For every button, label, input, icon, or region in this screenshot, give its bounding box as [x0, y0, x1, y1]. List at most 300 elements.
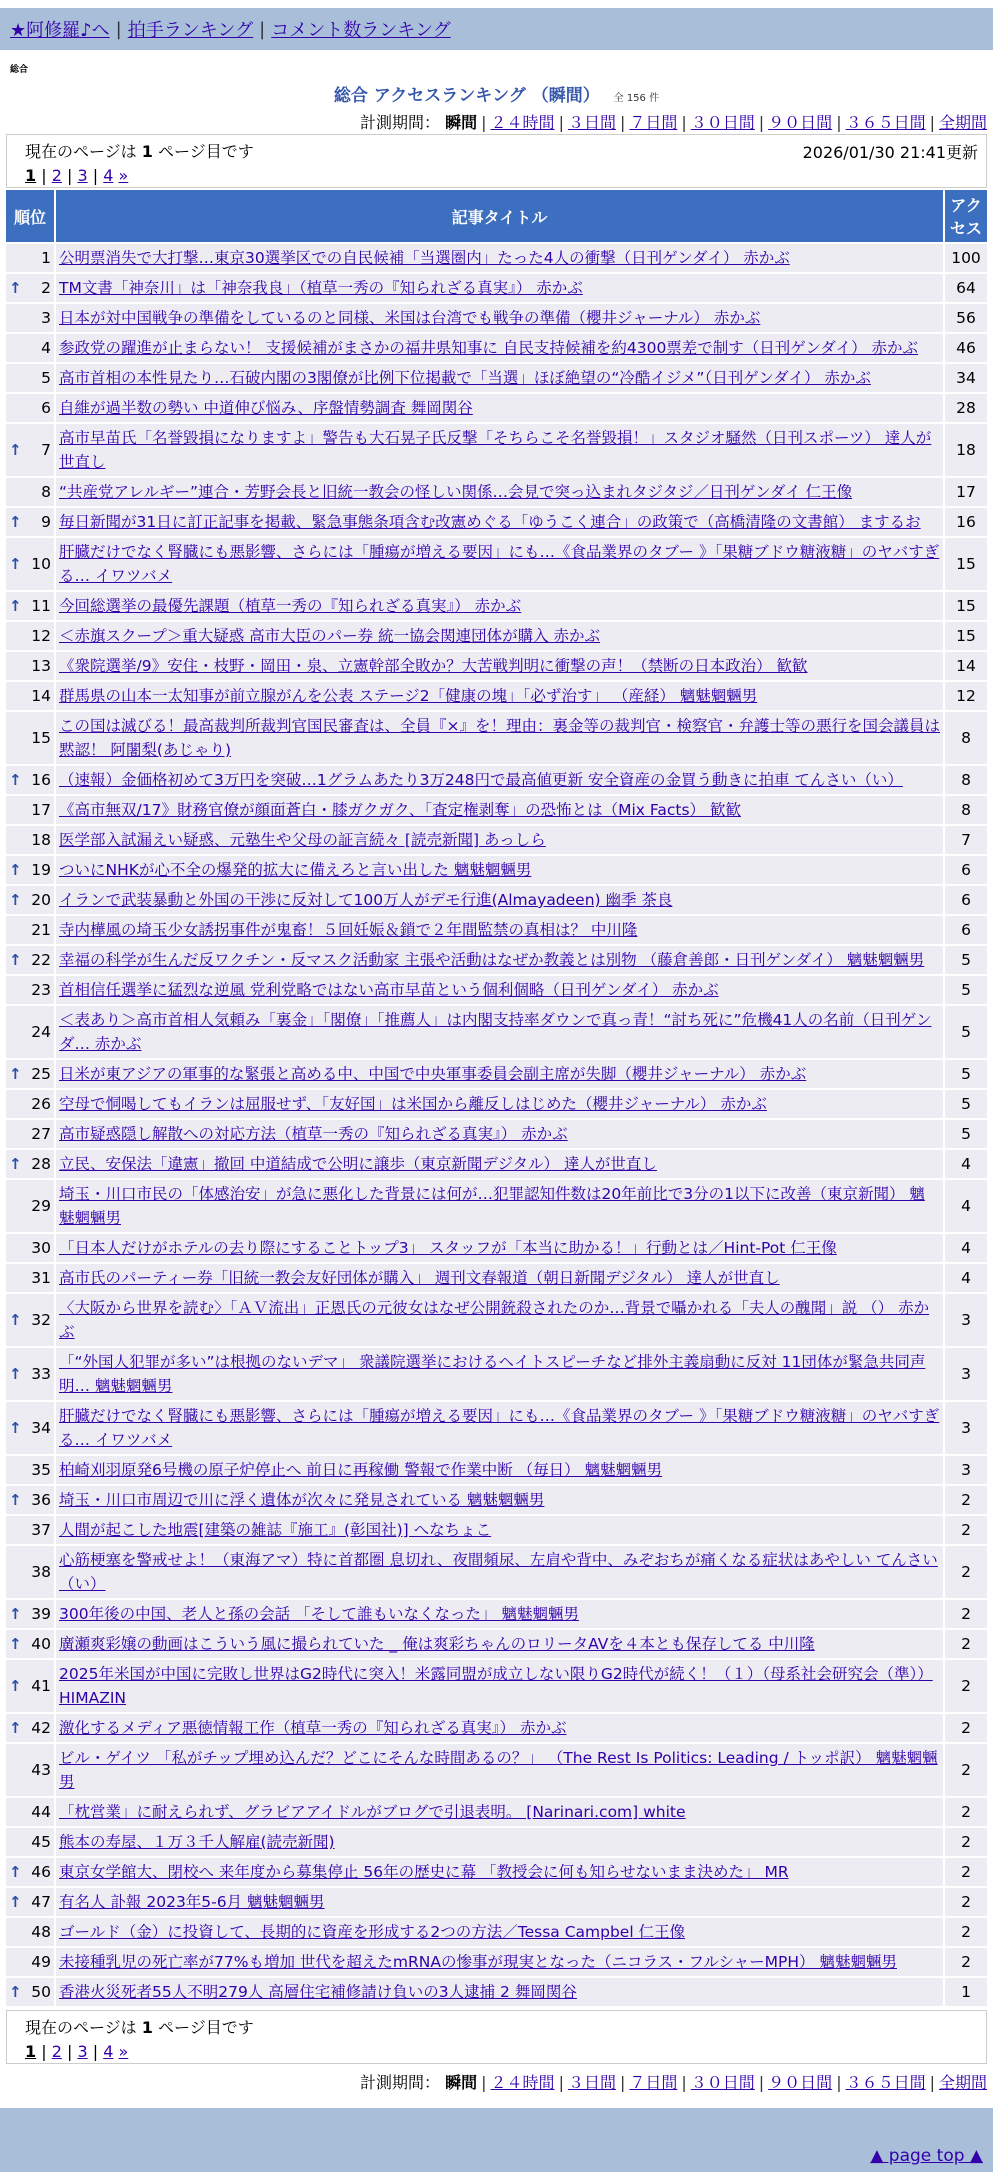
current-page-number: 1	[141, 142, 153, 161]
title-cell	[56, 244, 943, 272]
rank-cell	[6, 916, 54, 944]
title-cell	[56, 976, 943, 1004]
rank-cell	[6, 796, 54, 824]
period-link[interactable]: ３日間	[567, 2073, 616, 2092]
period-separator: |	[758, 2073, 765, 2092]
table-row	[6, 1090, 987, 1118]
article-link[interactable]: 人間が起こした地震[建築の雑誌『施工』(彰国社)] へなちょこ	[59, 1521, 492, 1539]
rank-up-arrow-icon: ↑	[9, 441, 22, 459]
period-link[interactable]: ３０日間	[690, 113, 755, 132]
rank-cell	[6, 394, 54, 422]
access-count: 4	[945, 1180, 987, 1232]
access-header: アクセス	[945, 190, 987, 242]
current-page-suffix: ページ目です	[158, 142, 254, 161]
table-row	[6, 1516, 987, 1544]
access-count: 17	[945, 478, 987, 506]
page-links	[25, 166, 976, 185]
rank-cell	[6, 424, 54, 476]
title-cell	[56, 592, 943, 620]
title-cell	[56, 1402, 943, 1454]
period-separator: |	[681, 113, 687, 132]
article-link[interactable]: 有名人 訃報 2023年5-6月 魑魅魍魎男	[59, 1893, 325, 1911]
rank-cell	[6, 1234, 54, 1262]
article-link[interactable]: 高市氏のパーティー券「旧統一教会友好団体が購入」 週刊文春報道（朝日新聞デジタル） 達人が世直し	[59, 1269, 780, 1287]
period-link[interactable]: ２４時間	[490, 113, 555, 132]
period-separator: |	[758, 113, 765, 132]
rank-cell	[6, 712, 54, 764]
access-count: 2	[945, 1486, 987, 1514]
title-cell	[56, 424, 943, 476]
access-count: 6	[945, 886, 987, 914]
rank-cell	[6, 364, 54, 392]
rank-number: 3	[41, 309, 51, 327]
article-link[interactable]: 首相信任選挙に猛烈な逆風 党利党略ではない高市早苗という個利個略（日刊ゲンダイ） 赤かぶ	[59, 981, 719, 999]
home-link[interactable]: ★阿修羅♪へ	[10, 20, 110, 41]
rank-number: 32	[31, 1311, 51, 1329]
table-row	[6, 652, 987, 680]
title-cell	[56, 1858, 943, 1886]
rank-number: 37	[31, 1521, 51, 1539]
title-cell	[56, 1234, 943, 1262]
table-row	[6, 1600, 987, 1628]
rank-cell	[6, 508, 54, 536]
rank-number: 49	[31, 1953, 51, 1971]
rank-number: 4	[41, 339, 51, 357]
article-link[interactable]: ついにNHKが心不全の爆発的拡大に備えろと言い出した 魑魅魍魎男	[59, 861, 532, 879]
rank-up-arrow-icon: ↑	[9, 555, 22, 573]
access-count: 18	[945, 424, 987, 476]
access-count: 8	[945, 766, 987, 794]
rank-up-arrow-icon: ↑	[9, 1677, 22, 1695]
current-page-number: 1	[141, 2018, 153, 2037]
period-link[interactable]: ３６５日間	[845, 2073, 926, 2092]
title-cell	[56, 1294, 943, 1346]
article-link[interactable]: 心筋梗塞を警戒せよ！（東海アマ）特に首都圏 息切れ、夜間頻尿、左肩や背中、みぞおちが痛くなる症状はあやしい てんさい（い）	[59, 1551, 938, 1593]
rank-number: 42	[31, 1719, 51, 1737]
access-count: 15	[945, 538, 987, 590]
rank-cell	[6, 826, 54, 854]
period-link[interactable]: ７日間	[629, 2073, 678, 2092]
period-selector-bottom	[0, 2070, 993, 2094]
rank-number: 2	[41, 279, 51, 297]
access-count: 34	[945, 364, 987, 392]
table-row	[6, 1348, 987, 1400]
title-cell	[56, 364, 943, 392]
rank-cell	[6, 304, 54, 332]
table-row	[6, 1660, 987, 1712]
rank-cell	[6, 274, 54, 302]
access-count: 3	[945, 1348, 987, 1400]
rank-up-arrow-icon: ↑	[9, 771, 22, 789]
article-link[interactable]: 東京女学館大、閉校へ 来年度から募集停止 56年の歴史に幕 「教授会に何も知らせないまま決めた」 MR	[59, 1863, 789, 1881]
access-count: 2	[945, 1516, 987, 1544]
table-row	[6, 1918, 987, 1946]
page-link[interactable]: 4	[103, 166, 114, 185]
title-cell	[56, 1600, 943, 1628]
article-link[interactable]: （速報）金価格初めて3万円を突破…1グラムあたり3万248円で最高値更新 安全資産の金買う動きに拍車 てんさい（い）	[59, 771, 903, 789]
rank-up-arrow-icon: ↑	[9, 513, 22, 531]
page-link[interactable]: 4	[103, 2042, 114, 2061]
title-cell	[56, 1888, 943, 1916]
title-cell	[56, 1516, 943, 1544]
article-link[interactable]: 激化するメディア悪徳情報工作（植草一秀の『知られざる真実』） 赤かぶ	[59, 1719, 567, 1737]
rank-number: 40	[31, 1635, 51, 1653]
pagination-box-bottom	[6, 2010, 987, 2064]
access-count: 2	[945, 1858, 987, 1886]
rank-up-arrow-icon: ↑	[9, 1365, 22, 1383]
title-cell	[56, 766, 943, 794]
article-link[interactable]: 高市首相の本性見たり…石破内閣の3閣僚が比例下位掲載で「当選」ほぼ絶望の“冷酷イジメ”（日刊ゲンダイ） 赤かぶ	[59, 369, 871, 387]
access-count: 3	[945, 1402, 987, 1454]
article-link[interactable]: 「“外国人犯罪が多い”は根拠のないデマ」 衆議院選挙におけるヘイトスピーチなど排外主義扇動に反対 11団体が緊急共同声明… 魑魅魍魎男	[59, 1353, 926, 1395]
period-link[interactable]: 全期間	[938, 2073, 987, 2092]
table-row	[6, 334, 987, 362]
rank-number: 8	[41, 483, 51, 501]
table-row	[6, 1456, 987, 1484]
article-link[interactable]: 《高市無双/17》財務官僚が顔面蒼白・膝ガクガク、「査定権剥奪」の恐怖とは（Mix Facts） 歓歓	[59, 801, 741, 819]
table-row	[6, 538, 987, 590]
article-link[interactable]: 群馬県の山本一太知事が前立腺がんを公表 ステージ2「健康の塊」「必ず治す」 （産経） 魑魅魍魎男	[59, 687, 758, 705]
top-nav-bar	[0, 8, 993, 50]
rank-cell	[6, 1546, 54, 1598]
rank-cell	[6, 1120, 54, 1148]
rank-up-arrow-icon: ↑	[9, 279, 22, 297]
article-link[interactable]: 幸福の科学が生んだ反ワクチン・反マスク活動家 主張や活動はなぜか教義とは別物 （藤倉善郎・日刊ゲンダイ） 魑魅魍魎男	[59, 951, 925, 969]
page-separator: |	[87, 2042, 104, 2061]
rank-number: 50	[31, 1983, 51, 2001]
rank-number: 39	[31, 1605, 51, 1623]
title-cell	[56, 1348, 943, 1400]
title-cell	[56, 682, 943, 710]
table-row	[6, 478, 987, 506]
article-link[interactable]: 空母で恫喝してもイランは屈服せず、「友好国」は米国から離反しはじめた（櫻井ジャーナル） 赤かぶ	[59, 1095, 767, 1113]
rank-up-arrow-icon: ↑	[9, 1491, 22, 1509]
rank-cell	[6, 1714, 54, 1742]
article-link[interactable]: 「枕営業」に耐えられず、グラビアアイドルがブログで引退表明。 [Narinari.com] white	[59, 1803, 686, 1821]
period-link[interactable]: ３０日間	[690, 2073, 755, 2092]
page-separator: |	[36, 166, 52, 185]
table-row	[6, 946, 987, 974]
title-cell	[56, 1828, 943, 1856]
rank-number: 22	[31, 951, 51, 969]
access-count: 2	[945, 1918, 987, 1946]
rank-number: 30	[31, 1239, 51, 1257]
access-count: 2	[945, 1828, 987, 1856]
article-link[interactable]: 毎日新聞が31日に訂正記事を掲載、緊急事態条項含む改憲めぐる「ゆうこく連合」の政策で（高橋清隆の文書館） まするお	[59, 513, 921, 531]
article-link[interactable]: 高市疑惑隠し解散への対応方法（植草一秀の『知られざる真実』） 赤かぶ	[59, 1125, 568, 1143]
article-link[interactable]: 廣瀬爽彩嬢の動画はこういう風に撮られていた _ 俺は爽彩ちゃんのロリータAVを４本とも保存してる 中川隆	[59, 1635, 815, 1653]
rank-number: 28	[31, 1155, 51, 1173]
article-link[interactable]: 高市早苗氏「名誉毀損になりますよ」警告も大石晃子氏反撃「そちらこそ名誉毀損！」スタジオ騒然（日刊スポーツ） 達人が世直し	[59, 429, 932, 471]
rank-number: 43	[31, 1761, 51, 1779]
rank-cell	[6, 1948, 54, 1976]
period-label: 計測期間：	[360, 113, 441, 132]
rank-number: 27	[31, 1125, 51, 1143]
page-title: 総合 アクセスランキング （瞬間）	[333, 86, 600, 106]
title-cell	[56, 1006, 943, 1058]
page-link[interactable]: 3	[77, 2042, 88, 2061]
table-row	[6, 1978, 987, 2006]
article-link[interactable]: 日米が東アジアの軍事的な緊張と高める中、中国で中央軍事委員会副主席が失脚（櫻井ジャーナル） 赤かぶ	[59, 1065, 807, 1083]
table-row	[6, 1798, 987, 1826]
title-cell	[56, 946, 943, 974]
article-link[interactable]: 肝臓だけでなく腎臓にも悪影響、さらには「腫瘍が増える要因」にも…《食品業界のタブー 》「果糖ブドウ糖液糖」のヤバすぎる… イワツバメ	[59, 543, 940, 585]
rank-number: 47	[31, 1893, 51, 1911]
access-count: 16	[945, 508, 987, 536]
rank-cell	[6, 622, 54, 650]
rank-number: 33	[31, 1365, 51, 1383]
access-count: 5	[945, 1060, 987, 1088]
article-link[interactable]: 「日本人だけがホテルの去り際にすることトップ3」 スタッフが「本当に助かる！」行動とは／Hint-Pot 仁王像	[59, 1239, 837, 1257]
table-row	[6, 364, 987, 392]
article-link[interactable]: 300年後の中国、老人と孫の会話 「そして誰もいなくなった」 魑魅魍魎男	[59, 1605, 579, 1623]
rank-cell	[6, 946, 54, 974]
article-link[interactable]: ＜表あり＞高市首相人気頼み「裏金」「閣僚」「推薦人」は内閣支持率ダウンで真っ青！“討ち死に”危機41人の名前（日刊ゲンダ… 赤かぶ	[59, 1011, 932, 1053]
article-link[interactable]: この国は滅びる！最高裁判所裁判官国民審査は、全員『×』を！理由：裏金等の裁判官・検察官・弁護士等の悪行を国会議員は黙認！ 阿闍梨(あじゃり)	[59, 717, 940, 759]
rank-up-arrow-icon: ↑	[9, 1311, 22, 1329]
access-count: 2	[945, 1660, 987, 1712]
rank-number: 15	[31, 729, 51, 747]
access-count: 100	[945, 244, 987, 272]
article-link[interactable]: 〈大阪から世界を読む〉「ＡＶ流出」正恩氏の元彼女はなぜ公開銃殺されたのか…背景で囁かれる「夫人の醜聞」説 （） 赤かぶ	[59, 1299, 930, 1341]
article-link[interactable]: 公明票消失で大打撃…東京30選挙区での自民候補「当選圏内」たった4人の衝撃（日刊ゲンダイ） 赤かぶ	[59, 249, 790, 267]
period-link: 瞬間	[445, 113, 478, 132]
comment-ranking-link[interactable]: コメント数ランキング	[271, 20, 451, 41]
page-top-link[interactable]: ▲ page top ▲	[870, 2146, 983, 2166]
table-row	[6, 274, 987, 302]
access-count: 4	[945, 1150, 987, 1178]
table-row	[6, 622, 987, 650]
table-row	[6, 1630, 987, 1658]
table-row	[6, 394, 987, 422]
table-row	[6, 712, 987, 764]
rank-header: 順位	[6, 190, 54, 242]
table-row	[6, 1858, 987, 1886]
rank-cell	[6, 856, 54, 884]
article-link[interactable]: 2025年米国が中国に完敗し世界はG2時代に突入！米露同盟が成立しない限りG2時代が続く！（１）（母系社会研究会（準）） HIMAZIN	[59, 1665, 933, 1707]
article-link[interactable]: 寺内樺風の埼玉少女誘拐事件が鬼畜！５回妊娠＆鎖で２年間監禁の真相は？ 中川隆	[59, 921, 638, 939]
table-row	[6, 1120, 987, 1148]
article-link[interactable]: 香港火災死者55人不明279人 高層住宅補修請け負いの3人逮捕 2 舞岡関谷	[59, 1983, 577, 2001]
nav-separator: |	[259, 18, 266, 40]
period-link: 瞬間	[445, 2073, 478, 2092]
article-link[interactable]: 熊本の寿屋、１万３千人解雇(読売新聞)	[59, 1833, 335, 1851]
article-link[interactable]: 今回総選挙の最優先課題（植草一秀の『知られざる真実』） 赤かぶ	[59, 597, 522, 615]
pagination-box-top	[6, 134, 987, 188]
article-link[interactable]: ビル・ゲイツ 「私がチップ埋め込んだ？どこにそんな時間あるの？」 （The Rest Is Politics: Leading / トッポ訳） 魑魅魍魎男	[59, 1749, 938, 1791]
table-row	[6, 1180, 987, 1232]
bottom-bar	[0, 2108, 993, 2140]
rank-number: 10	[31, 555, 51, 573]
rank-cell	[6, 1486, 54, 1514]
period-link[interactable]: 全期間	[938, 113, 987, 132]
page-title-bar	[0, 81, 993, 106]
rank-cell	[6, 1828, 54, 1856]
applause-ranking-link[interactable]: 拍手ランキング	[127, 20, 254, 41]
rank-cell	[6, 1744, 54, 1796]
rank-cell	[6, 682, 54, 710]
period-separator: |	[681, 2073, 687, 2092]
access-count: 4	[945, 1234, 987, 1262]
period-link[interactable]: ７日間	[629, 113, 678, 132]
article-link[interactable]: TM文書「神奈川」は「神奈我良」（植草一秀の『知られざる真実』） 赤かぶ	[59, 279, 583, 297]
article-link[interactable]: 参政党の躍進が止まらない！ 支援候補がまさかの福井県知事に 自民支持候補を約4300票差で制す（日刊ゲンダイ） 赤かぶ	[59, 339, 918, 357]
period-separator: |	[481, 113, 487, 132]
title-cell	[56, 652, 943, 680]
access-count: 56	[945, 304, 987, 332]
access-count: 8	[945, 796, 987, 824]
article-link[interactable]: ＜赤旗スクープ＞重大疑惑 高市大臣のパー券 統一協会関連団体が購入 赤かぶ	[59, 627, 601, 645]
access-count: 2	[945, 1798, 987, 1826]
access-count: 5	[945, 976, 987, 1004]
rank-number: 21	[31, 921, 51, 939]
rank-up-arrow-icon: ↑	[9, 1065, 22, 1083]
access-count: 15	[945, 622, 987, 650]
rank-cell	[6, 1888, 54, 1916]
rank-cell	[6, 1858, 54, 1886]
rank-number: 44	[31, 1803, 51, 1821]
period-selector-top	[0, 110, 993, 134]
page-link[interactable]: 2	[51, 166, 62, 185]
access-count: 15	[945, 592, 987, 620]
table-row	[6, 796, 987, 824]
title-cell	[56, 886, 943, 914]
access-count: 5	[945, 1090, 987, 1118]
table-row	[6, 886, 987, 914]
table-row	[6, 304, 987, 332]
rank-number: 9	[41, 513, 51, 531]
current-page-suffix: ページ目です	[158, 2018, 254, 2037]
nav-separator: |	[115, 18, 122, 40]
access-count: 3	[945, 1294, 987, 1346]
access-count: 28	[945, 394, 987, 422]
rank-cell	[6, 478, 54, 506]
article-link[interactable]: 日本が対中国戦争の準備をしているのと同様、米国は台湾でも戦争の準備（櫻井ジャーナル） 赤かぶ	[59, 309, 761, 327]
rank-number: 12	[31, 627, 51, 645]
table-row	[6, 976, 987, 1004]
title-cell	[56, 1660, 943, 1712]
rank-cell	[6, 1660, 54, 1712]
article-link[interactable]: “共産党アレルギー”連合・芳野会長と旧統一教会の怪しい関係…会見で突っ込まれタジタジ／日刊ゲンダイ 仁王像	[59, 483, 853, 501]
article-link[interactable]: 立民、安保法「違憲」撤回 中道結成で公明に譲歩（東京新聞デジタル） 達人が世直し	[59, 1155, 657, 1173]
rank-cell	[6, 1180, 54, 1232]
rank-number: 16	[31, 771, 51, 789]
title-cell	[56, 1486, 943, 1514]
period-link[interactable]: ９０日間	[768, 2073, 833, 2092]
period-separator: |	[929, 2073, 935, 2092]
title-cell	[56, 1090, 943, 1118]
article-link[interactable]: イランで武装暴動と外国の干渉に反対して100万人がデモ行進(Almayadeen) 幽季 茶良	[59, 891, 673, 909]
period-link[interactable]: ３６５日間	[845, 113, 926, 132]
rank-number: 29	[31, 1197, 51, 1215]
page-separator: |	[61, 2042, 78, 2061]
period-link[interactable]: ３日間	[567, 113, 616, 132]
rank-number: 23	[31, 981, 51, 999]
access-count: 5	[945, 946, 987, 974]
article-link[interactable]: 《衆院選挙/9》安住・枝野・岡田・泉、立憲幹部全敗か？大苦戦判明に衝撃の声！（禁断の日本政治） 歓歓	[59, 657, 808, 675]
period-separator: |	[558, 113, 564, 132]
rank-cell	[6, 1456, 54, 1484]
table-row	[6, 1294, 987, 1346]
rank-number: 25	[31, 1065, 51, 1083]
rank-up-arrow-icon: ↑	[9, 1419, 22, 1437]
rank-cell	[6, 334, 54, 362]
updated-timestamp: 2026/01/30 21:41更新	[802, 143, 978, 162]
period-link[interactable]: ２４時間	[490, 2073, 555, 2092]
title-cell	[56, 1798, 943, 1826]
rank-cell	[6, 766, 54, 794]
rank-up-arrow-icon: ↑	[9, 861, 22, 879]
article-link[interactable]: 埼玉・川口市周辺で川に浮く遺体が次々に発見されている 魑魅魍魎男	[59, 1491, 545, 1509]
rank-number: 19	[31, 861, 51, 879]
table-row	[6, 1828, 987, 1856]
rank-up-arrow-icon: ↑	[9, 1719, 22, 1737]
title-cell	[56, 826, 943, 854]
title-cell	[56, 508, 943, 536]
rank-up-arrow-icon: ↑	[9, 1635, 22, 1653]
rank-number: 7	[41, 441, 51, 459]
period-link[interactable]: ９０日間	[768, 113, 833, 132]
article-link[interactable]: 肝臓だけでなく腎臓にも悪影響、さらには「腫瘍が増える要因」にも…《食品業界のタブー 》「果糖ブドウ糖液糖」のヤバすぎる… イワツバメ	[59, 1407, 940, 1449]
title-cell	[56, 712, 943, 764]
next-page-link[interactable]: »	[118, 166, 129, 185]
category-tag: 総合	[10, 65, 29, 75]
table-row	[6, 826, 987, 854]
article-link[interactable]: 自維が過半数の勢い 中道伸び悩み、序盤情勢調査 舞岡関谷	[59, 399, 473, 417]
access-count: 2	[945, 1630, 987, 1658]
title-cell	[56, 1744, 943, 1796]
rank-number: 38	[31, 1563, 51, 1581]
page-link[interactable]: 2	[51, 2042, 62, 2061]
rank-number: 17	[31, 801, 51, 819]
rank-up-arrow-icon: ↑	[9, 951, 22, 969]
article-link[interactable]: 柏崎刈羽原発6号機の原子炉停止へ 前日に再稼働 警報で作業中断 （毎日） 魑魅魍魎男	[59, 1461, 663, 1479]
rank-up-arrow-icon: ↑	[9, 1983, 22, 2001]
next-page-link[interactable]: »	[118, 2042, 129, 2061]
title-cell	[56, 334, 943, 362]
title-cell	[56, 394, 943, 422]
title-cell	[56, 1714, 943, 1742]
rank-cell	[6, 592, 54, 620]
title-cell	[56, 304, 943, 332]
rank-up-arrow-icon: ↑	[9, 1893, 22, 1911]
table-row	[6, 592, 987, 620]
article-link[interactable]: 未接種乳児の死亡率が77%も増加 世代を超えたmRNAの惨事が現実となった（ニコラス・フルシャーMPH） 魑魅魍魎男	[59, 1953, 897, 1971]
table-row	[6, 1486, 987, 1514]
article-link[interactable]: 埼玉・川口市民の「体感治安」が急に悪化した背景には何が…犯罪認知件数は20年前比で3分の1以下に改善（東京新聞） 魑魅魍魎男	[59, 1185, 925, 1227]
rank-cell	[6, 538, 54, 590]
rank-number: 13	[31, 657, 51, 675]
rank-number: 18	[31, 831, 51, 849]
access-count: 1	[945, 1978, 987, 2006]
article-link[interactable]: ゴールド（金）に投資して、長期的に資産を形成する2つの方法／Tessa Campbel 仁王像	[59, 1923, 686, 1941]
table-row	[6, 682, 987, 710]
page-link[interactable]: 3	[77, 166, 88, 185]
access-count: 7	[945, 826, 987, 854]
title-cell	[56, 1150, 943, 1178]
period-separator: |	[929, 113, 935, 132]
rank-number: 26	[31, 1095, 51, 1113]
rank-cell	[6, 1264, 54, 1292]
current-page-link: 1	[25, 166, 37, 185]
title-cell	[56, 796, 943, 824]
rank-up-arrow-icon: ↑	[9, 1605, 22, 1623]
period-separator: |	[619, 113, 626, 132]
article-link[interactable]: 医学部入試漏えい疑惑、元塾生や父母の証言続々 [読売新聞] あっしら	[59, 831, 546, 849]
page-separator: |	[36, 2042, 52, 2061]
access-count: 2	[945, 1600, 987, 1628]
rank-up-arrow-icon: ↑	[9, 1155, 22, 1173]
